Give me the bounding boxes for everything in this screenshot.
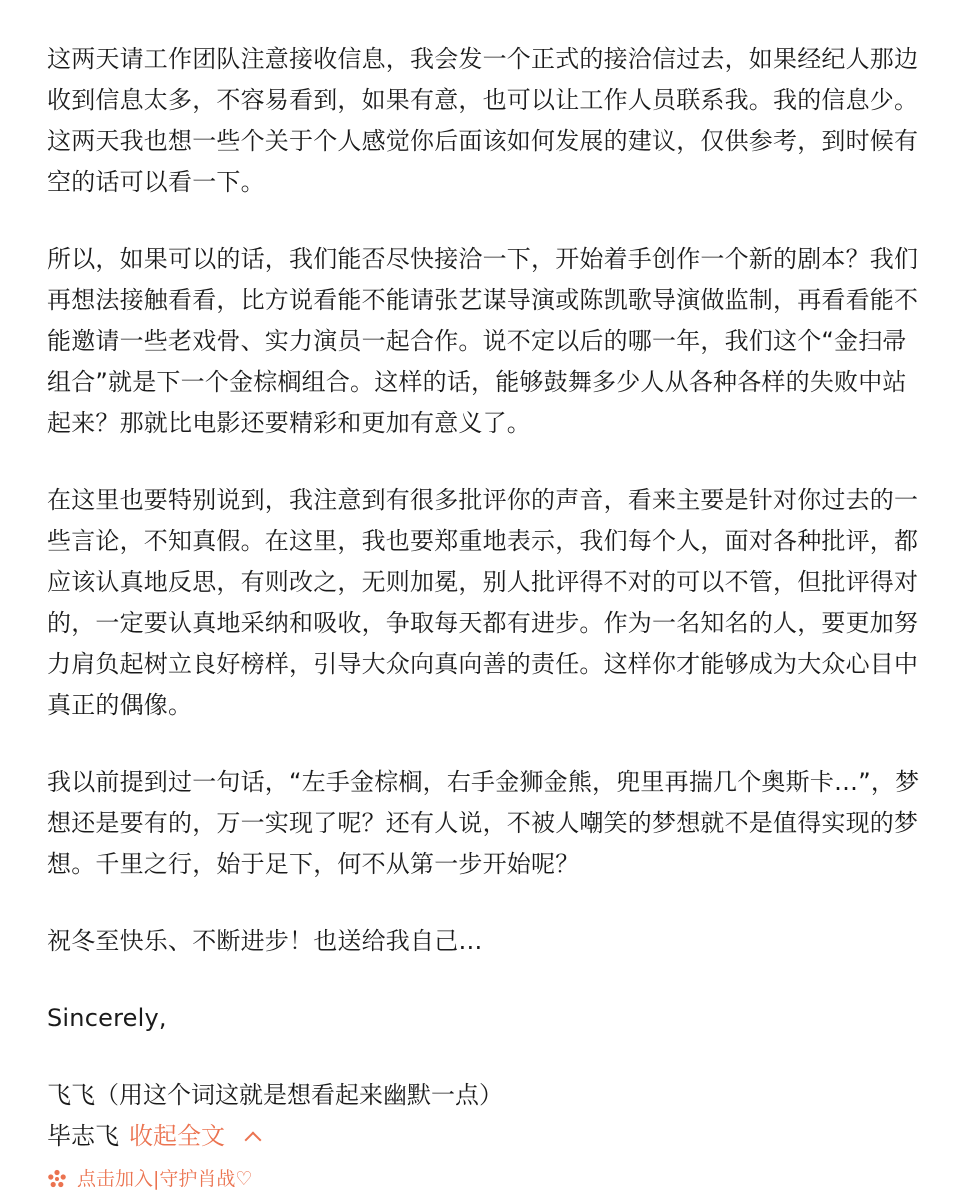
post-paragraph-2: 所以，如果可以的话，我们能否尽快接洽一下，开始着手创作一个新的剧本？我们再想法接触看看，比方说看能不能请张艺谋导演或陈凯歌导演做监制，再看看能不能邀请一些老戏骨、实力演员一起合作。说不定以后的哪一年，我们这个“金扫帚组合”就是下一个金棕榈组合。这样的话，能够鼓舞多少人从各种各样的失败中站起来？那就比电影还要精彩和更加有意义了。 [47, 245, 919, 437]
post-paragraph-3: 在这里也要特别说到，我注意到有很多批评你的声音，看来主要是针对你过去的一些言论，不知真假。在这里，我也要郑重地表示，我们每个人，面对各种批评，都应该认真地反思，有则改之，无则加冕，别人批评得不对的可以不管，但批评得对的，一定要认真地采纳和吸收，争取每天都有进步。作为一名知名的人，要更加努力肩负起树立良好榜样，引导大众向真向善的责任。这样你才能够成为大众心目中真正的偶像。 [47, 486, 919, 719]
collapse-label: 收起全文 [129, 1122, 225, 1150]
chevron-up-icon [245, 1131, 262, 1148]
post-body [47, 39, 927, 1193]
author-row [47, 1116, 927, 1157]
post-paragraph-4: 我以前提到过一句话，“左手金棕榈，右手金狮金熊，兜里再揣几个奥斯卡…”，梦想还是要有的，万一实现了呢？还有人说，不被人嘲笑的梦想就不是值得实现的梦想。千里之行，始于足下，何不从第一步开始呢？ [47, 768, 920, 878]
post-paragraph-6: Sincerely, [47, 1004, 167, 1032]
signature-note: 飞飞（用这个词这就是想看起来幽默一点） [47, 1081, 503, 1109]
post-paragraph-1: 这两天请工作团队注意接收信息，我会发一个正式的接洽信过去，如果经纪人那边收到信息太多，不容易看到，如果有意，也可以让工作人员联系我。我的信息少。这两天我也想一些个关于个人感觉你后面该如何发展的建议，仅供参考，到时候有空的话可以看一下。 [47, 45, 919, 196]
join-topic-label: 点击加入|守护肖战♡ [77, 1168, 253, 1190]
join-topic-link[interactable] [47, 1165, 927, 1193]
post-paragraph-5: 祝冬至快乐、不断进步！也送给我自己… [47, 927, 483, 955]
author-name: 毕志飞 [47, 1122, 119, 1150]
flower-icon [47, 1169, 67, 1189]
collapse-full-text-link[interactable] [129, 1116, 259, 1157]
